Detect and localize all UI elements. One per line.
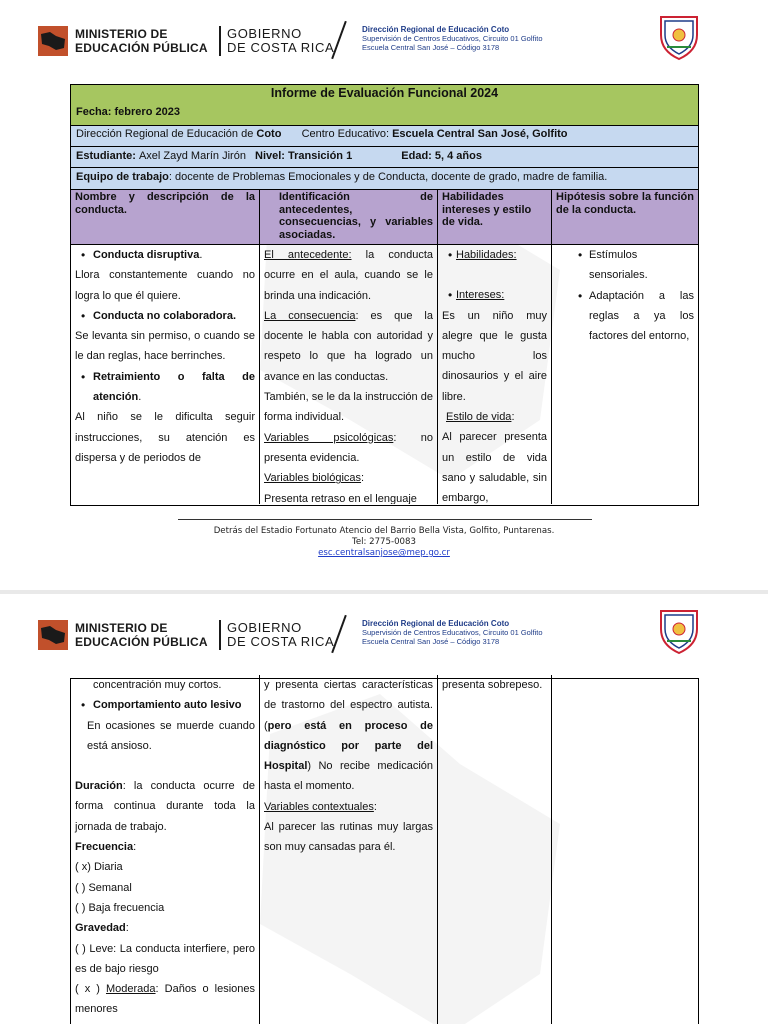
page-2 <box>0 594 768 1024</box>
report-date: Fecha: febrero 2023 <box>76 106 180 118</box>
evaluation-table <box>70 84 699 506</box>
ministry-name: MINISTERIO DE EDUCACIÓN PÚBLICA <box>75 27 208 55</box>
frequency-label: Frecuencia: <box>75 841 137 854</box>
bio-variables: Variables biológicas: <box>264 472 365 485</box>
col-header-skills: Habilidades intereses y estilo de vida. <box>438 190 552 244</box>
mep-logo-icon <box>38 26 68 56</box>
frequency-option: ( ) Baja frecuencia <box>75 901 165 914</box>
mep-logo-icon <box>38 620 68 650</box>
extra-text: También, se le da la instrucción de forma individual. <box>264 391 433 424</box>
behavior-cell <box>71 675 260 1024</box>
hypothesis-item: • Adaptación a las reglas a ya los factores del entorno, <box>572 286 694 347</box>
consequence-text: La consecuencia: es que la docente le habla con autoridad y respeto lo que ha logrado un avance en las conductas. <box>264 309 433 383</box>
report-title: Informe de Evaluación Funcional 2024 <box>270 86 499 100</box>
behavior-desc: Llora constantemente cuando no logra lo que él quiere. <box>75 269 255 302</box>
footer-phone: Tel: 2775-0083 <box>352 537 416 547</box>
hypothesis-cell <box>552 675 698 1024</box>
behavior-item-noncollab: • Conducta no colaboradora. <box>75 306 255 326</box>
severity-label: Gravedad: <box>75 922 129 935</box>
behavior-item-disruptive: • Conducta disruptiva. <box>75 245 255 265</box>
col-header-hypothesis: Hipótesis sobre la función de la conducta. <box>556 191 694 216</box>
footer-email-link[interactable]: esc.centralsanjose@mep.go.cr <box>318 548 450 558</box>
col-header-behavior: Nombre y descripción de la conducta. <box>71 190 260 244</box>
direction-row: Dirección Regional de Educación de Coto Centro Educativo: Escuela Central San José, Golfito <box>71 126 698 147</box>
school-shield-icon <box>657 13 701 61</box>
student-row: Estudiante: Axel Zayd Marín Jirón Nivel: Transición 1 Edad: 5, 4 años <box>71 147 698 168</box>
bio-variables-cont: y presenta ciertas características de trastorno del espectro autista. (pero está en proceso de diagnóstico por parte del Hospital) No recibe medicación hasta el momento. <box>264 679 433 793</box>
bio-variables-text: Presenta retraso en el lenguaje <box>264 492 417 504</box>
interests-label: • Intereses: <box>442 285 547 305</box>
antecedent-text: El antecedente: la conducta ocurre en el aula, cuando se le brinda una indicación. <box>264 249 433 302</box>
col-header-antecedents: Identificación de antecedentes, consecuencias, y variables asociadas. <box>260 190 438 244</box>
page-header <box>0 606 768 662</box>
duration-text: Duración: la conducta ocurre de forma continua durante toda la jornada de trabajo. <box>75 780 255 833</box>
behavior-item-attention: • Retraimiento o falta de atención. <box>75 367 255 408</box>
hypothesis-item: • Estímulos sensoriales. <box>572 245 694 286</box>
psych-variables: Variables psicológicas: no presenta evidencia. <box>264 431 433 464</box>
behavior-item-selfharm: • Comportamiento auto lesivo <box>75 695 255 715</box>
behavior-desc: Al niño se le dificulta seguir instrucciones, su atención es dispersa y de periodos de <box>75 411 255 464</box>
regional-direction: Dirección Regional de Educación Coto Supervisión de Centros Educativos, Circuito 01 Golfito Escuela Central San José – Código 3178 <box>362 25 543 52</box>
table-title-row <box>71 85 698 126</box>
header-divider <box>219 26 221 56</box>
frequency-option: ( ) Semanal <box>75 881 132 894</box>
hypothesis-cell <box>552 245 698 504</box>
school-shield-icon <box>657 607 701 655</box>
lifestyle-label: Estilo de vida: <box>446 411 515 424</box>
behavior-desc: concentración muy cortos. <box>93 679 222 691</box>
skills-label: • Habilidades: <box>442 245 547 265</box>
table-body-row <box>71 245 698 504</box>
page-footer <box>0 519 768 559</box>
skills-cell <box>438 675 552 1024</box>
lifestyle-text-cont: presenta sobrepeso. <box>442 679 543 691</box>
interests-text: Es un niño muy alegre que le gusta mucho los dinosaurios y el aire libre. <box>442 309 547 403</box>
government-name: GOBIERNO DE COSTA RICA <box>227 620 335 649</box>
antecedents-cell <box>260 245 438 504</box>
antecedents-cell <box>260 675 438 1024</box>
footer-address: Detrás del Estadio Fortunato Atencio del Barrio Bella Vista, Golfito, Puntarenas. <box>213 526 555 536</box>
skills-cell <box>438 245 552 504</box>
column-header-row <box>71 190 698 245</box>
behavior-desc: Se levanta sin permiso, o cuando se le dan reglas, hace berrinches. <box>75 330 255 363</box>
evaluation-table-continued <box>70 678 699 1024</box>
header-divider <box>219 620 221 650</box>
context-variables: Variables contextuales: <box>264 800 377 813</box>
behavior-desc: En ocasiones se muerde cuando está ansioso. <box>87 719 255 752</box>
severity-option: ( ) Leve: La conducta interfiere, pero es de bajo riesgo <box>75 942 255 975</box>
frequency-option: ( x) Diaria <box>75 861 123 874</box>
behavior-cell <box>71 245 260 504</box>
table-body-row <box>71 675 698 1024</box>
regional-direction: Dirección Regional de Educación Coto Supervisión de Centros Educativos, Circuito 01 Golfito Escuela Central San José – Código 3178 <box>362 619 543 646</box>
page-header <box>0 12 768 68</box>
severity-option: ( x ) Moderada: Daños o lesiones menores <box>75 983 256 1016</box>
lifestyle-text: Al parecer presenta un estilo de vida sano y saludable, sin embargo, <box>442 431 547 504</box>
government-name: GOBIERNO DE COSTA RICA <box>227 26 335 55</box>
team-row: Equipo de trabajo: docente de Problemas Emocionales y de Conducta, docente de grado, madre de familia. <box>71 168 698 190</box>
context-text: Al parecer las rutinas muy largas son muy cansadas para él. <box>264 821 433 854</box>
ministry-name: MINISTERIO DE EDUCACIÓN PÚBLICA <box>75 621 208 649</box>
